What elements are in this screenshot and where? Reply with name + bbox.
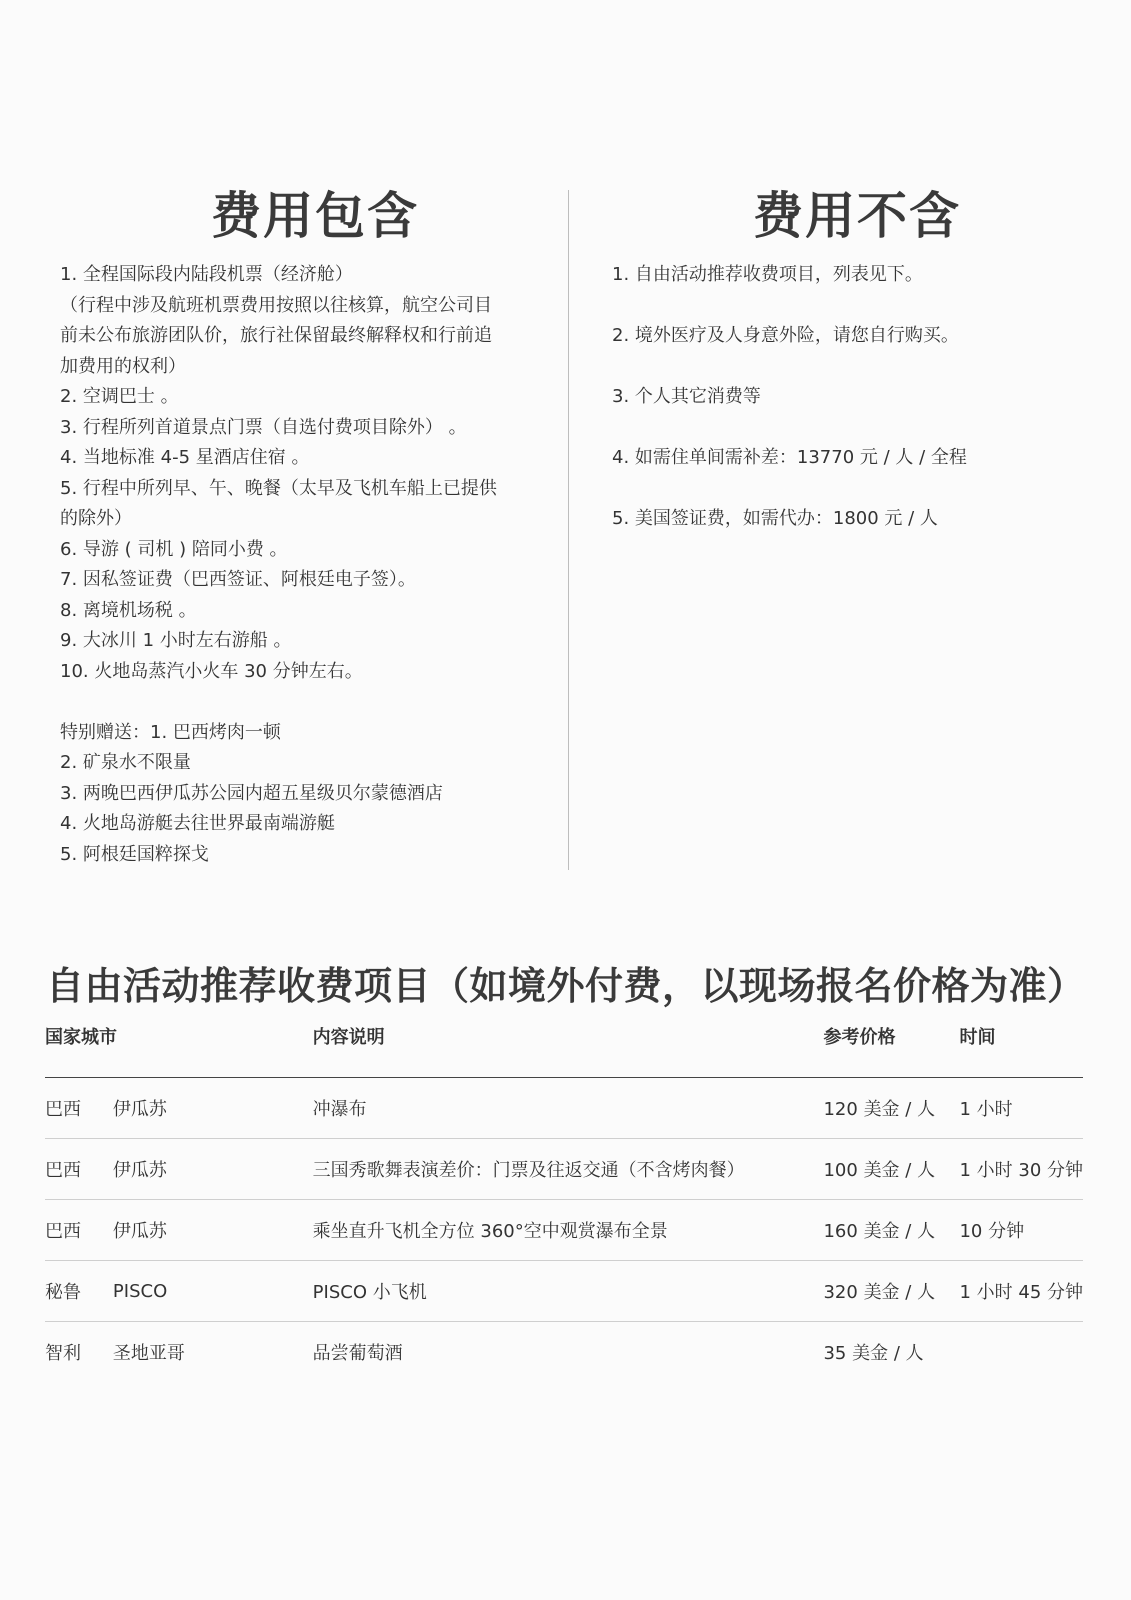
row-country: 智利 bbox=[45, 1343, 81, 1364]
row-country: 秘鲁 bbox=[45, 1261, 113, 1322]
activities-title: 自由活动推荐收费项目（如境外付费，以现场报名价格为准） bbox=[46, 964, 1086, 1008]
included-item: 的除外） bbox=[60, 508, 132, 529]
row-description: 冲瀑布 bbox=[313, 1078, 824, 1139]
header-time: 时间 bbox=[959, 1013, 1083, 1078]
excluded-item bbox=[612, 291, 1092, 322]
included-item: 10. 火地岛蒸汽小火车 30 分钟左右。 bbox=[60, 660, 363, 682]
excluded-column bbox=[612, 185, 1092, 535]
included-item: （行程中涉及航班机票费用按照以往核算，航空公司目 bbox=[60, 294, 492, 316]
header-location: 国家城市 bbox=[45, 1013, 313, 1078]
included-item: 特别赠送：1. 巴西烤肉一顿 bbox=[60, 721, 281, 743]
row-city: 伊瓜苏 bbox=[113, 1200, 313, 1261]
included-item: 4. 当地标准 4-5 星酒店住宿 。 bbox=[60, 447, 310, 468]
included-item: 2. 空调巴士 。 bbox=[60, 386, 179, 407]
table-row bbox=[45, 1200, 1083, 1261]
row-price: 160 美金 / 人 bbox=[823, 1200, 959, 1261]
included-item: 6. 导游 ( 司机 ) 陪同小费 。 bbox=[60, 538, 288, 560]
row-time: 1 小时 bbox=[959, 1078, 1083, 1139]
row-price: 120 美金 / 人 bbox=[823, 1078, 959, 1139]
excluded-list bbox=[612, 260, 1092, 535]
included-item: 4. 火地岛游艇去往世界最南端游艇 bbox=[60, 813, 335, 834]
table-row bbox=[45, 1078, 1083, 1139]
row-description: 三国秀歌舞表演差价：门票及往返交通（不含烤肉餐） bbox=[313, 1139, 824, 1200]
header-description: 内容说明 bbox=[313, 1013, 824, 1078]
row-time: 10 分钟 bbox=[959, 1200, 1083, 1261]
excluded-item: 4. 如需住单间需补差：13770 元 / 人 / 全程 bbox=[612, 447, 967, 468]
row-country: 巴西 bbox=[45, 1078, 113, 1139]
excluded-item: 2. 境外医疗及人身意外险，请您自行购买。 bbox=[612, 325, 959, 346]
included-item: 5. 阿根廷国粹探戈 bbox=[60, 843, 209, 865]
row-price: 320 美金 / 人 bbox=[823, 1261, 959, 1322]
included-item: 1. 全程国际段内陆段机票（经济舱） bbox=[60, 264, 353, 285]
included-item bbox=[60, 687, 560, 718]
included-item: 5. 行程中所列早、午、晚餐（太早及飞机车船上已提供 bbox=[60, 477, 497, 499]
included-item: 2. 矿泉水不限量 bbox=[60, 752, 191, 773]
row-price: 35 美金 / 人 bbox=[823, 1343, 924, 1364]
table-header-row bbox=[45, 1013, 1083, 1078]
excluded-item: 5. 美国签证费，如需代办：1800 元 / 人 bbox=[612, 508, 938, 529]
row-description: 品尝葡萄酒 bbox=[312, 1343, 403, 1364]
row-time bbox=[959, 1322, 1083, 1383]
excluded-item: 1. 自由活动推荐收费项目，列表见下。 bbox=[612, 264, 923, 285]
included-heading: 费用包含 bbox=[211, 187, 419, 245]
included-item: 3. 两晚巴西伊瓜苏公园内超五星级贝尔蒙德酒店 bbox=[60, 782, 443, 804]
excluded-heading: 费用不含 bbox=[753, 187, 961, 245]
row-price: 100 美金 / 人 bbox=[823, 1139, 959, 1200]
row-country: 巴西 bbox=[45, 1200, 113, 1261]
included-item: 7. 因私签证费（巴西签证、阿根廷电子签）。 bbox=[60, 569, 416, 590]
included-item: 加费用的权利） bbox=[60, 355, 186, 377]
row-description: PISCO 小飞机 bbox=[313, 1261, 824, 1322]
table-row bbox=[45, 1322, 1083, 1383]
included-item: 前未公布旅游团队价，旅行社保留最终解释权和行前追 bbox=[60, 325, 492, 346]
included-list bbox=[60, 260, 560, 870]
row-time: 1 小时 30 分钟 bbox=[959, 1139, 1083, 1200]
table-row bbox=[45, 1261, 1083, 1322]
header-price: 参考价格 bbox=[823, 1013, 959, 1078]
row-city: 伊瓜苏 bbox=[113, 1139, 313, 1200]
row-city: 伊瓜苏 bbox=[113, 1078, 313, 1139]
row-city: PISCO bbox=[113, 1261, 313, 1322]
row-description: 乘坐直升飞机全方位 360°空中观赏瀑布全景 bbox=[313, 1200, 824, 1261]
excluded-item bbox=[612, 474, 1092, 505]
table-row bbox=[45, 1139, 1083, 1200]
row-city: 圣地亚哥 bbox=[112, 1343, 185, 1364]
included-item: 8. 离境机场税 。 bbox=[60, 599, 197, 621]
row-country: 巴西 bbox=[45, 1139, 113, 1200]
column-divider bbox=[568, 190, 569, 870]
excluded-item bbox=[612, 413, 1092, 444]
excluded-item bbox=[612, 352, 1092, 383]
activities-table bbox=[45, 1013, 1083, 1382]
included-item: 3. 行程所列首道景点门票（自选付费项目除外） 。 bbox=[60, 416, 467, 438]
row-time: 1 小时 45 分钟 bbox=[959, 1261, 1083, 1322]
included-column bbox=[60, 185, 560, 870]
excluded-item: 3. 个人其它消费等 bbox=[612, 386, 761, 407]
included-item: 9. 大冰川 1 小时左右游船 。 bbox=[60, 630, 292, 651]
